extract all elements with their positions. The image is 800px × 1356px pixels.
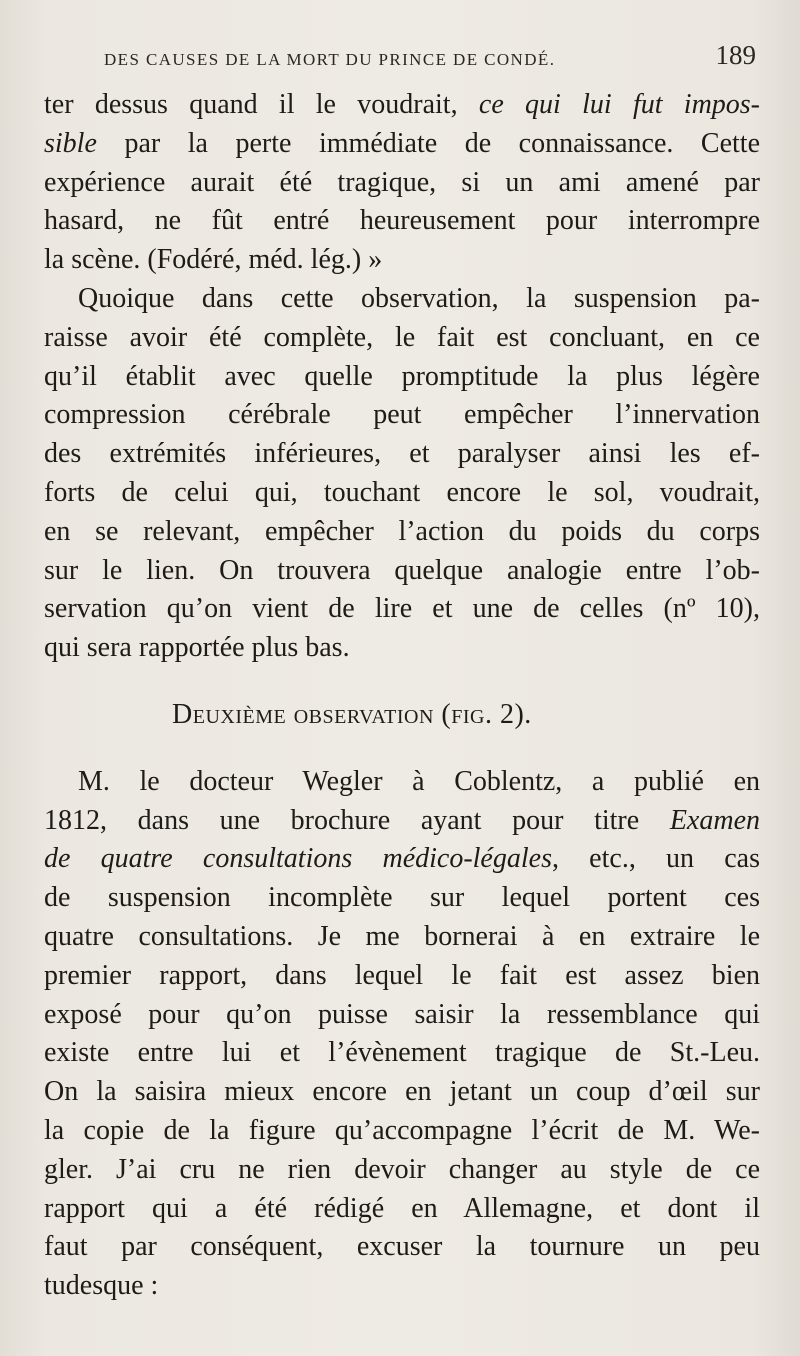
text-line: 1812, dans une brochure ayant pour titre Examen — [44, 804, 761, 836]
text-line: la copie de la figure qu’accompagne l’écrit de M. We- — [44, 1114, 760, 1146]
paragraph-2 — [44, 280, 760, 668]
text-line: On la saisira mieux encore en jetant un coup d’œil sur — [44, 1076, 760, 1108]
text-line: faut par conséquent, excuser la tournure un peu — [44, 1231, 760, 1263]
text-line: servation qu’on vient de lire et une de celles (nº 10), — [44, 593, 760, 625]
text-line: expérience aurait été tragique, si un ami amené par — [44, 166, 760, 198]
text-line: exposé pour qu’on puisse saisir la ressemblance qui — [44, 998, 760, 1030]
text-line: raisse avoir été complète, le fait est concluant, en ce — [44, 321, 760, 353]
running-head: DES CAUSES DE LA MORT DU PRINCE DE CONDÉ. — [104, 50, 556, 69]
page-header — [104, 40, 760, 76]
text-line: tudesque : — [44, 1270, 159, 1302]
text-line: M. le docteur Wegler à Coblentz, a publié en — [78, 765, 760, 797]
text-line: la scène. (Fodéré, méd. lég.) » — [44, 244, 383, 276]
body-text — [44, 86, 760, 1306]
text-line: de quatre consultations médico-légales, etc., un cas — [44, 843, 760, 875]
text-line: sible par la perte immédiate de connaissance. Cette — [44, 127, 761, 159]
text-line: en se relevant, empêcher l’action du poids du corps — [44, 515, 760, 547]
text-line: compression cérébrale peut empêcher l’innervation — [44, 399, 760, 431]
text-line: qui sera rapportée plus bas. — [44, 632, 350, 664]
page-number: 189 — [715, 40, 756, 70]
text-line: hasard, ne fût entré heureusement pour interrompre — [44, 205, 760, 237]
text-line: sur le lien. On trouvera quelque analogie entre l’ob- — [44, 554, 760, 586]
text-line: Quoique dans cette observation, la suspension pa- — [78, 282, 760, 314]
text-line: gler. J’ai cru ne rien devoir changer au style de ce — [44, 1153, 760, 1185]
text-line: existe entre lui et l’évènement tragique de St.-Leu. — [44, 1037, 760, 1069]
text-line: des extrémités inférieures, et paralyser ainsi les ef- — [44, 438, 760, 470]
text-line: de suspension incomplète sur lequel portent ces — [44, 882, 760, 914]
text-line: qu’il établit avec quelle promptitude la plus légère — [44, 360, 760, 392]
paragraph-3 — [44, 763, 760, 1306]
text-line: forts de celui qui, touchant encore le sol, voudrait, — [44, 476, 760, 508]
text-line: premier rapport, dans lequel le fait est assez bien — [44, 959, 760, 991]
paragraph-1 — [44, 86, 760, 280]
text-line: quatre consultations. Je me bornerai à en extraire le — [44, 920, 760, 952]
text-line: ter dessus quand il le voudrait, ce qui lui fut impos- — [44, 89, 761, 120]
text-line: rapport qui a été rédigé en Allemagne, et dont il — [44, 1192, 760, 1224]
section-heading: Deuxième observation (fig. 2). — [172, 698, 532, 730]
